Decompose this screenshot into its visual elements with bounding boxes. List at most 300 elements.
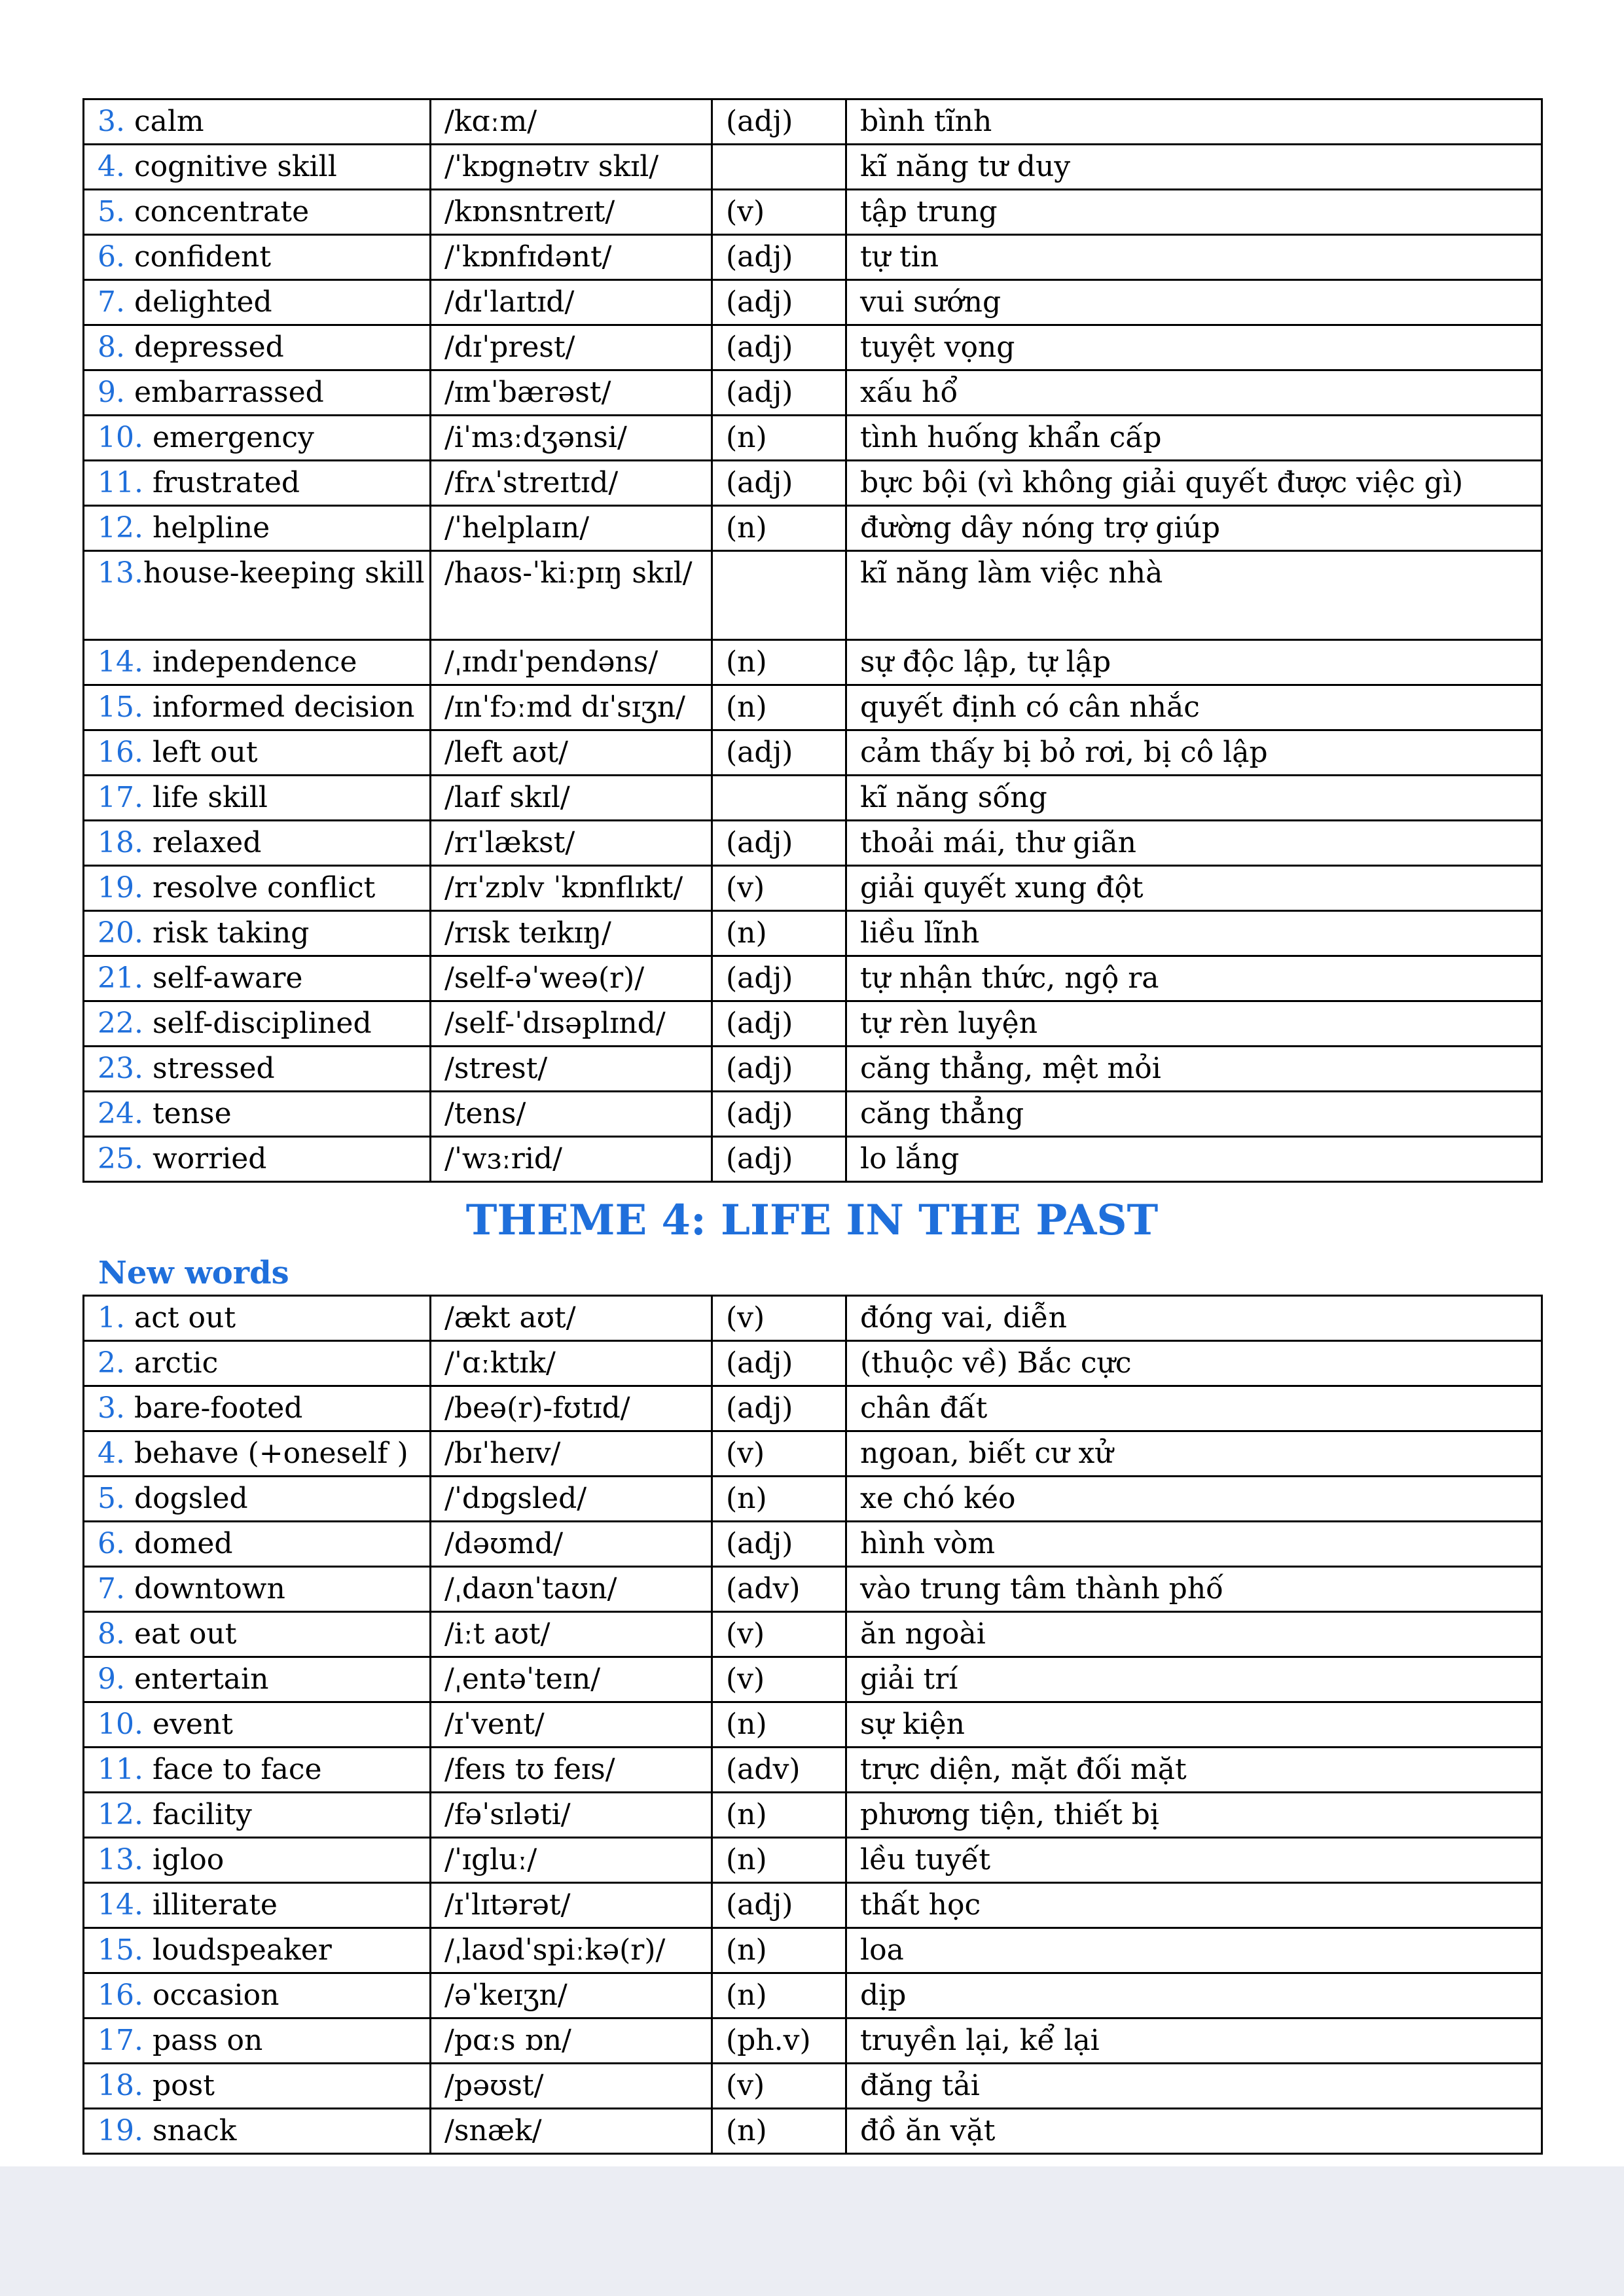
word-cell bbox=[84, 235, 431, 280]
entry-number: 4. bbox=[98, 150, 125, 183]
table-row bbox=[84, 1748, 1542, 1793]
entry-number: 12. bbox=[98, 511, 143, 545]
meaning-cell: liều lĩnh bbox=[846, 911, 1542, 956]
meaning-cell: đóng vai, diễn bbox=[846, 1296, 1542, 1341]
table-row bbox=[84, 1657, 1542, 1702]
meaning-cell: giải trí bbox=[846, 1657, 1542, 1702]
meaning-cell: giải quyết xung đột bbox=[846, 866, 1542, 911]
part-of-speech-cell: (adj) bbox=[712, 821, 846, 866]
meaning-cell: kĩ năng sống bbox=[846, 776, 1542, 821]
pronunciation-cell: /ækt aʊt/ bbox=[431, 1296, 712, 1341]
pronunciation-cell: /kɑːm/ bbox=[431, 99, 712, 145]
word-cell bbox=[84, 1612, 431, 1657]
table-row bbox=[84, 1137, 1542, 1182]
part-of-speech-cell: (n) bbox=[712, 1928, 846, 1973]
part-of-speech-cell: (adj) bbox=[712, 1341, 846, 1386]
part-of-speech-cell: (n) bbox=[712, 640, 846, 685]
part-of-speech-cell: (adj) bbox=[712, 1092, 846, 1137]
meaning-cell: đường dây nóng trợ giúp bbox=[846, 506, 1542, 551]
part-of-speech-cell: (n) bbox=[712, 506, 846, 551]
entry-word: igloo bbox=[143, 1843, 225, 1876]
new-words-heading: New words bbox=[98, 1255, 289, 1291]
entry-number: 4. bbox=[98, 1437, 125, 1470]
pronunciation-cell: /ɪnˈfɔːmd dɪˈsɪʒn/ bbox=[431, 685, 712, 730]
entry-word: confident bbox=[124, 240, 272, 274]
entry-number: 1. bbox=[98, 1301, 125, 1335]
word-cell bbox=[84, 370, 431, 416]
entry-number: 21. bbox=[98, 961, 143, 995]
table-row bbox=[84, 821, 1542, 866]
meaning-cell: ăn ngoài bbox=[846, 1612, 1542, 1657]
part-of-speech-cell: (adj) bbox=[712, 1522, 846, 1567]
pronunciation-cell: /iːt aʊt/ bbox=[431, 1612, 712, 1657]
meaning-cell: vào trung tâm thành phố bbox=[846, 1567, 1542, 1612]
pronunciation-cell: /rɪsk teɪkɪŋ/ bbox=[431, 911, 712, 956]
word-cell bbox=[84, 145, 431, 190]
meaning-cell: ngoan, biết cư xử bbox=[846, 1431, 1542, 1477]
meaning-cell: căng thẳng bbox=[846, 1092, 1542, 1137]
table-row bbox=[84, 2064, 1542, 2109]
pronunciation-cell: /iˈmɜːdʒənsi/ bbox=[431, 416, 712, 461]
word-cell bbox=[84, 821, 431, 866]
table-row bbox=[84, 2109, 1542, 2154]
entry-number: 24. bbox=[98, 1097, 143, 1130]
vocabulary-table-theme-3 bbox=[82, 98, 1543, 1183]
entry-word: loudspeaker bbox=[143, 1933, 332, 1967]
entry-number: 6. bbox=[98, 240, 125, 274]
entry-word: relaxed bbox=[143, 826, 262, 859]
entry-number: 19. bbox=[98, 2114, 143, 2147]
part-of-speech-cell: (n) bbox=[712, 1702, 846, 1748]
entry-number: 17. bbox=[98, 2024, 143, 2057]
entry-word: left out bbox=[143, 736, 258, 769]
meaning-cell: tự rèn luyện bbox=[846, 1001, 1542, 1047]
part-of-speech-cell: (v) bbox=[712, 190, 846, 235]
entry-word: delighted bbox=[124, 285, 272, 319]
part-of-speech-cell bbox=[712, 776, 846, 821]
word-cell bbox=[84, 1431, 431, 1477]
entry-number: 14. bbox=[98, 1888, 143, 1922]
entry-number: 16. bbox=[98, 1979, 143, 2012]
meaning-cell: truyền lại, kể lại bbox=[846, 2018, 1542, 2064]
entry-number: 14. bbox=[98, 645, 143, 679]
pronunciation-cell: /dɪˈlaɪtɪd/ bbox=[431, 280, 712, 325]
word-cell bbox=[84, 1137, 431, 1182]
meaning-cell: xấu hổ bbox=[846, 370, 1542, 416]
pronunciation-cell: /pɑːs ɒn/ bbox=[431, 2018, 712, 2064]
word-cell bbox=[84, 866, 431, 911]
entry-word: frustrated bbox=[143, 466, 300, 499]
pronunciation-cell: /frʌˈstreɪtɪd/ bbox=[431, 461, 712, 506]
entry-number: 17. bbox=[98, 781, 143, 814]
entry-number: 5. bbox=[98, 1482, 125, 1515]
table-row bbox=[84, 235, 1542, 280]
entry-word: occasion bbox=[143, 1979, 280, 2012]
word-cell bbox=[84, 1883, 431, 1928]
meaning-cell: trực diện, mặt đối mặt bbox=[846, 1748, 1542, 1793]
meaning-cell: cảm thấy bị bỏ rơi, bị cô lập bbox=[846, 730, 1542, 776]
meaning-cell: tự tin bbox=[846, 235, 1542, 280]
entry-number: 7. bbox=[98, 1572, 125, 1605]
entry-word: house-keeping skill bbox=[143, 556, 425, 590]
pronunciation-cell: /ɪmˈbærəst/ bbox=[431, 370, 712, 416]
meaning-cell: vui sướng bbox=[846, 280, 1542, 325]
theme-title: THEME 4: LIFE IN THE PAST bbox=[465, 1196, 1159, 1245]
pronunciation-cell: /beə(r)-fʊtɪd/ bbox=[431, 1386, 712, 1431]
entry-number: 6. bbox=[98, 1527, 125, 1560]
table-row bbox=[84, 145, 1542, 190]
entry-word: informed decision bbox=[143, 691, 415, 724]
pronunciation-cell: /ˈɪgluː/ bbox=[431, 1838, 712, 1883]
entry-word: stressed bbox=[143, 1052, 275, 1085]
entry-number: 16. bbox=[98, 736, 143, 769]
part-of-speech-cell: (adj) bbox=[712, 99, 846, 145]
word-cell bbox=[84, 1748, 431, 1793]
part-of-speech-cell: (n) bbox=[712, 911, 846, 956]
word-cell bbox=[84, 1001, 431, 1047]
part-of-speech-cell: (adj) bbox=[712, 461, 846, 506]
meaning-cell: lều tuyết bbox=[846, 1838, 1542, 1883]
word-cell bbox=[84, 1522, 431, 1567]
table-row bbox=[84, 1702, 1542, 1748]
entry-number: 9. bbox=[98, 376, 125, 409]
entry-number: 5. bbox=[98, 195, 125, 228]
pronunciation-cell: /snæk/ bbox=[431, 2109, 712, 2154]
entry-word: worried bbox=[143, 1142, 267, 1175]
word-cell bbox=[84, 416, 431, 461]
word-cell bbox=[84, 1477, 431, 1522]
vocabulary-table-body bbox=[84, 99, 1542, 1182]
pronunciation-cell: /rɪˈzɒlv ˈkɒnflɪkt/ bbox=[431, 866, 712, 911]
entry-word: tense bbox=[143, 1097, 232, 1130]
table-row bbox=[84, 461, 1542, 506]
word-cell bbox=[84, 280, 431, 325]
pronunciation-cell: /rɪˈlækst/ bbox=[431, 821, 712, 866]
meaning-cell: xe chó kéo bbox=[846, 1477, 1542, 1522]
pronunciation-cell: /bɪˈheɪv/ bbox=[431, 1431, 712, 1477]
part-of-speech-cell: (v) bbox=[712, 2064, 846, 2109]
entry-word: downtown bbox=[124, 1572, 285, 1605]
table-row bbox=[84, 1973, 1542, 2018]
word-cell bbox=[84, 2018, 431, 2064]
table-row bbox=[84, 1001, 1542, 1047]
pronunciation-cell: /ˈɑːktɪk/ bbox=[431, 1341, 712, 1386]
pronunciation-cell: /haʊs-ˈkiːpɪŋ skɪl/ bbox=[431, 551, 712, 640]
part-of-speech-cell: (adv) bbox=[712, 1748, 846, 1793]
part-of-speech-cell: (n) bbox=[712, 1793, 846, 1838]
entry-number: 23. bbox=[98, 1052, 143, 1085]
word-cell bbox=[84, 1657, 431, 1702]
part-of-speech-cell: (adj) bbox=[712, 370, 846, 416]
part-of-speech-cell: (v) bbox=[712, 1296, 846, 1341]
pronunciation-cell: /self-əˈweə(r)/ bbox=[431, 956, 712, 1001]
entry-number: 9. bbox=[98, 1662, 125, 1696]
table-row bbox=[84, 1567, 1542, 1612]
table-row bbox=[84, 685, 1542, 730]
table-row bbox=[84, 1612, 1542, 1657]
entry-word: risk taking bbox=[143, 916, 310, 950]
meaning-cell: bực bội (vì không giải quyết được việc gì) bbox=[846, 461, 1542, 506]
entry-number: 8. bbox=[98, 1617, 125, 1651]
entry-number: 10. bbox=[98, 421, 143, 454]
part-of-speech-cell: (n) bbox=[712, 1838, 846, 1883]
meaning-cell: (thuộc về) Bắc cực bbox=[846, 1341, 1542, 1386]
pronunciation-cell: /tens/ bbox=[431, 1092, 712, 1137]
entry-number: 8. bbox=[98, 331, 125, 364]
word-cell bbox=[84, 640, 431, 685]
entry-word: face to face bbox=[143, 1753, 322, 1786]
word-cell bbox=[84, 776, 431, 821]
pronunciation-cell: /self-ˈdɪsəplɪnd/ bbox=[431, 1001, 712, 1047]
table-row bbox=[84, 1793, 1542, 1838]
part-of-speech-cell: (adj) bbox=[712, 1883, 846, 1928]
part-of-speech-cell: (adj) bbox=[712, 730, 846, 776]
word-cell bbox=[84, 2109, 431, 2154]
meaning-cell: tập trung bbox=[846, 190, 1542, 235]
table-row bbox=[84, 1838, 1542, 1883]
entry-number: 20. bbox=[98, 916, 143, 950]
word-cell bbox=[84, 551, 431, 640]
meaning-cell: phương tiện, thiết bị bbox=[846, 1793, 1542, 1838]
meaning-cell: bình tĩnh bbox=[846, 99, 1542, 145]
part-of-speech-cell: (adj) bbox=[712, 1047, 846, 1092]
pronunciation-cell: /ˌɪndɪˈpendəns/ bbox=[431, 640, 712, 685]
meaning-cell: sự độc lập, tự lập bbox=[846, 640, 1542, 685]
entry-number: 10. bbox=[98, 1708, 143, 1741]
entry-number: 13. bbox=[98, 1843, 143, 1876]
meaning-cell: quyết định có cân nhắc bbox=[846, 685, 1542, 730]
entry-number: 12. bbox=[98, 1798, 143, 1831]
meaning-cell: thoải mái, thư giãn bbox=[846, 821, 1542, 866]
vocabulary-table-theme-4 bbox=[82, 1295, 1543, 2155]
part-of-speech-cell: (adj) bbox=[712, 1137, 846, 1182]
entry-number: 19. bbox=[98, 871, 143, 905]
part-of-speech-cell: (n) bbox=[712, 416, 846, 461]
entry-number: 25. bbox=[98, 1142, 143, 1175]
table-row bbox=[84, 1092, 1542, 1137]
entry-word: calm bbox=[124, 105, 204, 138]
meaning-cell: đăng tải bbox=[846, 2064, 1542, 2109]
pronunciation-cell: /fəˈsɪləti/ bbox=[431, 1793, 712, 1838]
entry-word: emergency bbox=[143, 421, 314, 454]
part-of-speech-cell: (adv) bbox=[712, 1567, 846, 1612]
part-of-speech-cell: (n) bbox=[712, 685, 846, 730]
word-cell bbox=[84, 1567, 431, 1612]
table-row bbox=[84, 866, 1542, 911]
entry-word: self-aware bbox=[143, 961, 303, 995]
part-of-speech-cell: (adj) bbox=[712, 956, 846, 1001]
entry-number: 11. bbox=[98, 466, 143, 499]
entry-word: event bbox=[143, 1708, 233, 1741]
entry-word: concentrate bbox=[124, 195, 310, 228]
pronunciation-cell: /ˈdɒgsled/ bbox=[431, 1477, 712, 1522]
part-of-speech-cell: (n) bbox=[712, 2109, 846, 2154]
pronunciation-cell: /ˈkɒnfɪdənt/ bbox=[431, 235, 712, 280]
table-row bbox=[84, 190, 1542, 235]
table-row bbox=[84, 1477, 1542, 1522]
part-of-speech-cell: (v) bbox=[712, 866, 846, 911]
meaning-cell: kĩ năng tư duy bbox=[846, 145, 1542, 190]
table-row bbox=[84, 280, 1542, 325]
table-row bbox=[84, 1883, 1542, 1928]
meaning-cell: dịp bbox=[846, 1973, 1542, 2018]
word-cell bbox=[84, 99, 431, 145]
entry-word: domed bbox=[124, 1527, 233, 1560]
entry-number: 15. bbox=[98, 1933, 143, 1967]
meaning-cell: tình huống khẩn cấp bbox=[846, 416, 1542, 461]
entry-word: depressed bbox=[124, 331, 284, 364]
entry-word: post bbox=[143, 2069, 215, 2102]
entry-word: dogsled bbox=[124, 1482, 248, 1515]
table-row bbox=[84, 370, 1542, 416]
word-cell bbox=[84, 1838, 431, 1883]
pronunciation-cell: /ˌentəˈteɪn/ bbox=[431, 1657, 712, 1702]
part-of-speech-cell: (v) bbox=[712, 1431, 846, 1477]
entry-word: facility bbox=[143, 1798, 252, 1831]
word-cell bbox=[84, 1973, 431, 2018]
table-row bbox=[84, 1431, 1542, 1477]
part-of-speech-cell: (v) bbox=[712, 1612, 846, 1657]
meaning-cell: hình vòm bbox=[846, 1522, 1542, 1567]
pronunciation-cell: /strest/ bbox=[431, 1047, 712, 1092]
word-cell bbox=[84, 911, 431, 956]
part-of-speech-cell: (adj) bbox=[712, 325, 846, 370]
word-cell bbox=[84, 1793, 431, 1838]
entry-number: 18. bbox=[98, 826, 143, 859]
entry-word: life skill bbox=[143, 781, 268, 814]
table-row bbox=[84, 2018, 1542, 2064]
word-cell bbox=[84, 956, 431, 1001]
pronunciation-cell: /ˈkɒgnətɪv skɪl/ bbox=[431, 145, 712, 190]
entry-word: entertain bbox=[124, 1662, 269, 1696]
part-of-speech-cell: (v) bbox=[712, 1657, 846, 1702]
word-cell bbox=[84, 685, 431, 730]
meaning-cell: sự kiện bbox=[846, 1702, 1542, 1748]
entry-word: self-disciplined bbox=[143, 1007, 372, 1040]
pronunciation-cell: /ˌlaʊdˈspiːkə(r)/ bbox=[431, 1928, 712, 1973]
word-cell bbox=[84, 461, 431, 506]
word-cell bbox=[84, 2064, 431, 2109]
part-of-speech-cell: (adj) bbox=[712, 235, 846, 280]
meaning-cell: tuyệt vọng bbox=[846, 325, 1542, 370]
meaning-cell: đồ ăn vặt bbox=[846, 2109, 1542, 2154]
meaning-cell: tự nhận thức, ngộ ra bbox=[846, 956, 1542, 1001]
meaning-cell: căng thẳng, mệt mỏi bbox=[846, 1047, 1542, 1092]
entry-word: eat out bbox=[124, 1617, 237, 1651]
table-row bbox=[84, 1522, 1542, 1567]
entry-number: 2. bbox=[98, 1346, 125, 1380]
entry-number: 3. bbox=[98, 105, 125, 138]
table-row bbox=[84, 325, 1542, 370]
word-cell bbox=[84, 730, 431, 776]
table-row bbox=[84, 551, 1542, 640]
entry-number: 13. bbox=[98, 556, 143, 590]
pronunciation-cell: /dəʊmd/ bbox=[431, 1522, 712, 1567]
entry-number: 3. bbox=[98, 1391, 125, 1425]
table-row bbox=[84, 776, 1542, 821]
word-cell bbox=[84, 325, 431, 370]
pronunciation-cell: /ɪˈvent/ bbox=[431, 1702, 712, 1748]
meaning-cell: loa bbox=[846, 1928, 1542, 1973]
pronunciation-cell: /left aʊt/ bbox=[431, 730, 712, 776]
word-cell bbox=[84, 190, 431, 235]
word-cell bbox=[84, 1702, 431, 1748]
table-row bbox=[84, 1386, 1542, 1431]
entry-word: bare-footed bbox=[124, 1391, 303, 1425]
part-of-speech-cell: (adj) bbox=[712, 280, 846, 325]
word-cell bbox=[84, 1341, 431, 1386]
entry-word: arctic bbox=[124, 1346, 219, 1380]
pronunciation-cell: /ˈwɜːrid/ bbox=[431, 1137, 712, 1182]
part-of-speech-cell: (ph.v) bbox=[712, 2018, 846, 2064]
part-of-speech-cell bbox=[712, 551, 846, 640]
entry-word: act out bbox=[124, 1301, 236, 1335]
meaning-cell: kĩ năng làm việc nhà bbox=[846, 551, 1542, 640]
table-row bbox=[84, 730, 1542, 776]
table-row bbox=[84, 956, 1542, 1001]
entry-word: independence bbox=[143, 645, 357, 679]
entry-word: resolve conflict bbox=[143, 871, 376, 905]
pronunciation-cell: /kɒnsntreɪt/ bbox=[431, 190, 712, 235]
pronunciation-cell: /laɪf skɪl/ bbox=[431, 776, 712, 821]
table-row bbox=[84, 99, 1542, 145]
pronunciation-cell: /dɪˈprest/ bbox=[431, 325, 712, 370]
table-row bbox=[84, 640, 1542, 685]
word-cell bbox=[84, 1047, 431, 1092]
part-of-speech-cell: (adj) bbox=[712, 1386, 846, 1431]
entry-word: pass on bbox=[143, 2024, 263, 2057]
pronunciation-cell: /feɪs tʊ feɪs/ bbox=[431, 1748, 712, 1793]
meaning-cell: lo lắng bbox=[846, 1137, 1542, 1182]
table-row bbox=[84, 1296, 1542, 1341]
word-cell bbox=[84, 1928, 431, 1973]
entry-number: 15. bbox=[98, 691, 143, 724]
word-cell bbox=[84, 1296, 431, 1341]
entry-word: snack bbox=[143, 2114, 237, 2147]
meaning-cell: thất học bbox=[846, 1883, 1542, 1928]
part-of-speech-cell: (n) bbox=[712, 1973, 846, 2018]
part-of-speech-cell: (n) bbox=[712, 1477, 846, 1522]
pronunciation-cell: /ˈhelplaɪn/ bbox=[431, 506, 712, 551]
entry-number: 22. bbox=[98, 1007, 143, 1040]
entry-number: 18. bbox=[98, 2069, 143, 2102]
pronunciation-cell: /ˌdaʊnˈtaʊn/ bbox=[431, 1567, 712, 1612]
table-row bbox=[84, 416, 1542, 461]
table-row bbox=[84, 1341, 1542, 1386]
word-cell bbox=[84, 1386, 431, 1431]
table-row bbox=[84, 1928, 1542, 1973]
entry-number: 11. bbox=[98, 1753, 143, 1786]
part-of-speech-cell bbox=[712, 145, 846, 190]
entry-number: 7. bbox=[98, 285, 125, 319]
pronunciation-cell: /pəʊst/ bbox=[431, 2064, 712, 2109]
pronunciation-cell: /ɪˈlɪtərət/ bbox=[431, 1883, 712, 1928]
meaning-cell: chân đất bbox=[846, 1386, 1542, 1431]
table-row bbox=[84, 506, 1542, 551]
entry-word: illiterate bbox=[143, 1888, 278, 1922]
entry-word: cognitive skill bbox=[124, 150, 337, 183]
table-row bbox=[84, 1047, 1542, 1092]
word-cell bbox=[84, 506, 431, 551]
pronunciation-cell: /əˈkeɪʒn/ bbox=[431, 1973, 712, 2018]
entry-word: helpline bbox=[143, 511, 270, 545]
entry-word: behave (+oneself ) bbox=[124, 1437, 408, 1470]
table-row bbox=[84, 911, 1542, 956]
word-cell bbox=[84, 1092, 431, 1137]
entry-word: embarrassed bbox=[124, 376, 324, 409]
vocabulary-table-body bbox=[84, 1296, 1542, 2154]
part-of-speech-cell: (adj) bbox=[712, 1001, 846, 1047]
